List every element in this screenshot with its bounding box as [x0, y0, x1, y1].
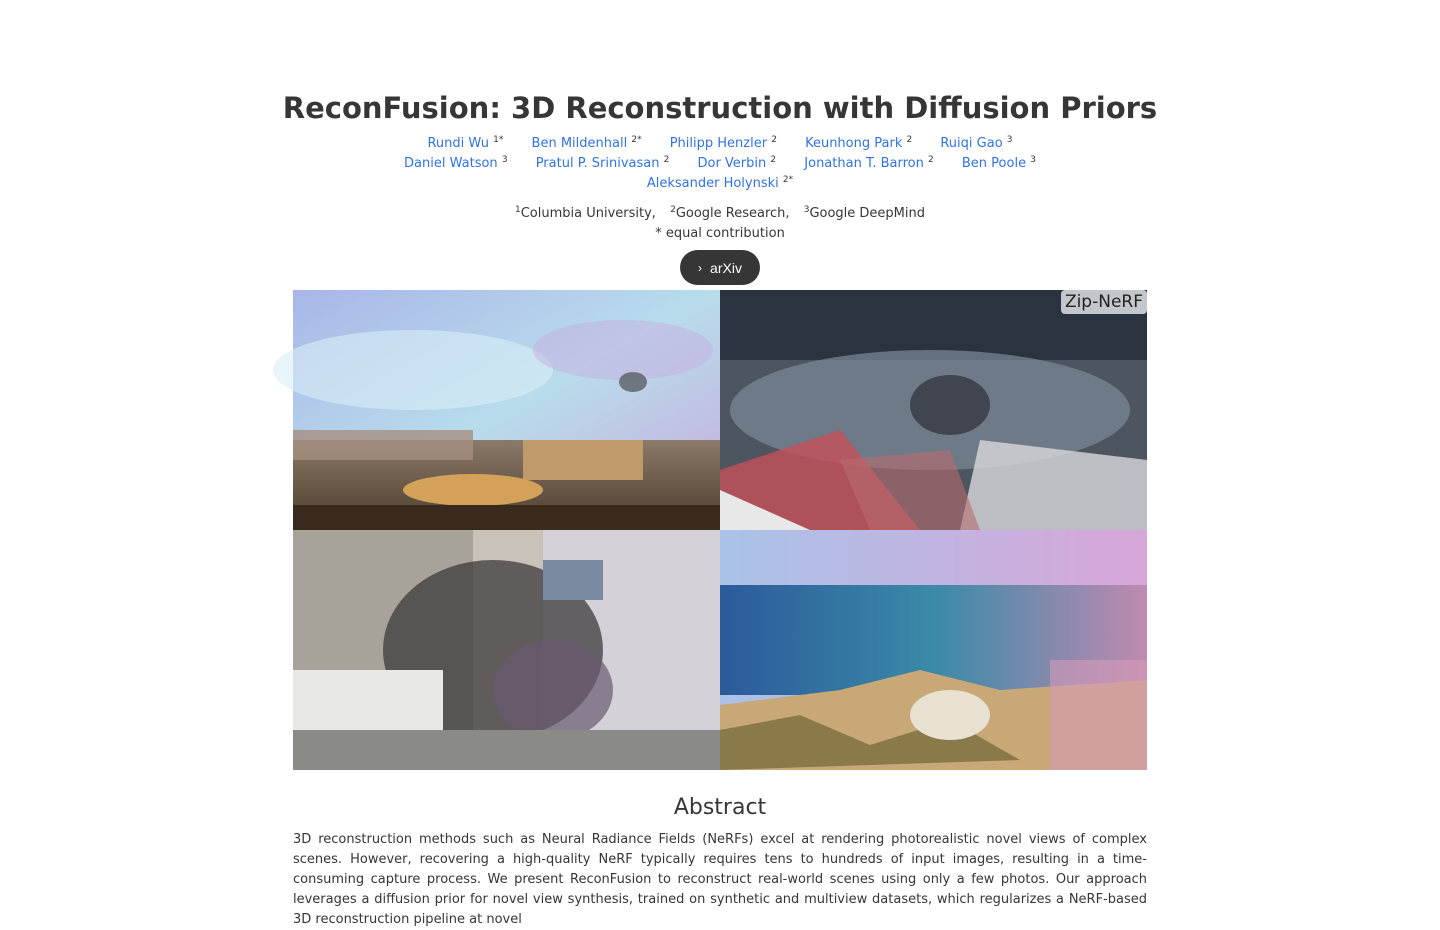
room-scene-image — [293, 530, 720, 770]
author-link-daniel-watson[interactable]: Daniel Watson — [404, 156, 498, 171]
abstract-heading: Abstract — [673, 795, 767, 820]
comparison-video[interactable] — [293, 290, 1147, 770]
author-link-ben-mildenhall[interactable]: Ben Mildenhall — [531, 136, 628, 151]
abstract-text: 3D reconstruction methods such as Neural Radiance Fields (NeRFs) excel at rendering photorealistic novel views of complex scenes. However, recovering a high-quality NeRF typically requires tens to hundreds of input images, resulting in a time-consuming capture process. We present ReconFusion to reconstruct real-world scenes using only a few photos. Our approach leverages a diffusion prior for novel view synthesis, trained on synthetic and multiview datasets, which regularizes a NeRF-based 3D reconstruction pipeline at novel — [293, 832, 1147, 927]
author-link-keunhong-park[interactable]: Keunhong Park — [805, 136, 903, 151]
arxiv-button-label: arXiv — [710, 259, 742, 276]
video-panel-city — [293, 290, 720, 530]
author-link-philipp-henzler[interactable]: Philipp Henzler — [669, 136, 768, 151]
affiliation-sup: 1 — [514, 205, 521, 215]
author-item — [962, 154, 1036, 174]
author-row-3 — [0, 174, 1440, 194]
title-project-name: ReconFusion — [282, 91, 490, 125]
author-item — [804, 154, 933, 174]
author-affiliation-sup: 2 — [928, 155, 934, 165]
author-item — [427, 134, 503, 154]
author-affiliation-sup: 3 — [1030, 155, 1036, 165]
affiliation-columbia — [515, 204, 656, 224]
author-list — [0, 134, 1440, 194]
affiliation-name: Google Research, — [675, 206, 790, 221]
author-item — [805, 134, 912, 154]
affiliation-google-deepmind — [804, 204, 925, 224]
equal-contribution-note: * equal contribution — [655, 226, 785, 241]
author-link-aleksander-holynski[interactable]: Aleksander Holynski — [646, 176, 779, 191]
author-affiliation-sup: 3 — [1006, 135, 1013, 145]
chevron-right-icon: › — [698, 260, 703, 275]
affiliation-name: Columbia University, — [520, 206, 656, 221]
affiliation-sup: 2 — [670, 205, 676, 215]
affiliation-row — [0, 204, 1440, 224]
author-row-1 — [0, 134, 1440, 154]
author-affiliation-sup: 2 — [663, 155, 670, 165]
author-item — [536, 154, 670, 174]
author-link-jonathan-barron[interactable]: Jonathan T. Barron — [804, 156, 924, 171]
affiliations — [0, 204, 1440, 244]
author-item — [670, 134, 777, 154]
bicycle-scene-image — [720, 290, 1147, 530]
author-item — [940, 134, 1012, 154]
author-item — [647, 174, 793, 194]
video-panel-bicycle — [720, 290, 1147, 530]
coast-scene-image — [720, 530, 1147, 770]
author-link-rundi-wu[interactable]: Rundi Wu — [427, 136, 490, 151]
author-item — [532, 134, 642, 154]
video-panel-room — [293, 530, 720, 770]
author-item — [697, 154, 776, 174]
author-link-ben-poole[interactable]: Ben Poole — [961, 156, 1027, 171]
affiliation-google-research — [670, 204, 789, 224]
title-subtitle: : 3D Reconstruction with Diffusion Priors — [489, 91, 1158, 125]
method-label: Zip-NeRF — [1061, 290, 1147, 314]
author-affiliation-sup: 2 — [771, 135, 777, 145]
author-item — [404, 154, 508, 174]
author-link-dor-verbin[interactable]: Dor Verbin — [697, 156, 767, 171]
affiliation-name: Google DeepMind — [809, 206, 925, 221]
author-affiliation-sup: 2* — [782, 175, 794, 185]
author-affiliation-sup: 2 — [906, 135, 913, 145]
author-affiliation-sup: 2* — [631, 135, 642, 145]
page-title — [0, 88, 1440, 128]
author-row-2 — [0, 154, 1440, 174]
arxiv-button[interactable] — [680, 250, 760, 285]
author-link-ruiqi-gao[interactable]: Ruiqi Gao — [940, 136, 1003, 151]
city-scene-image — [293, 290, 720, 530]
author-affiliation-sup: 2 — [770, 155, 777, 165]
affiliation-sup: 3 — [803, 205, 810, 215]
video-panel-coast — [720, 530, 1147, 770]
author-affiliation-sup: 1* — [493, 135, 504, 145]
author-affiliation-sup: 3 — [501, 155, 508, 165]
author-link-pratul-srinivasan[interactable]: Pratul P. Srinivasan — [535, 156, 660, 171]
